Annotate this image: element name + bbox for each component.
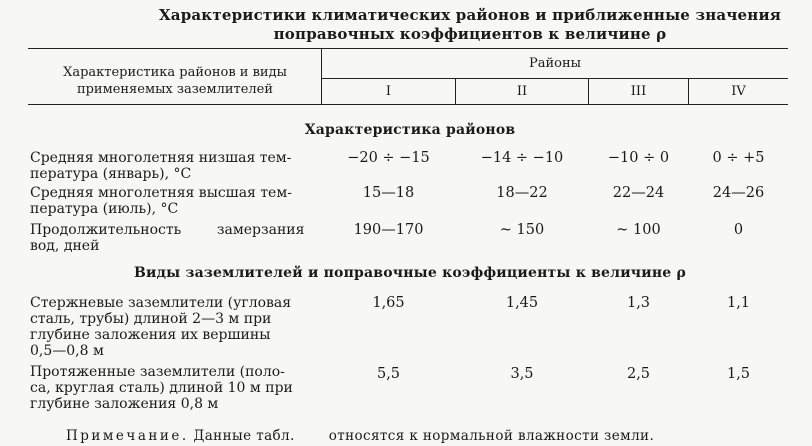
- cell-high-temp-iii: 22—24: [612, 185, 665, 201]
- cell-strip-ii: 3,5: [510, 366, 534, 382]
- rule-top: [28, 48, 788, 49]
- header-col-2: II: [516, 84, 528, 99]
- cell-freeze-iv: 0: [733, 222, 744, 238]
- cell-freeze-ii: ~ 150: [499, 222, 545, 238]
- section-title-electrodes: Виды заземлителей и поправочные коэффициенты к величине ρ: [134, 265, 686, 281]
- cell-rod-ii: 1,45: [505, 295, 539, 311]
- note-text-a: Данные табл.: [193, 428, 295, 444]
- cell-high-temp-i: 15—18: [362, 185, 415, 201]
- cell-rod-iii: 1,3: [626, 295, 651, 311]
- cell-low-temp-iv: 0 ÷ +5: [712, 150, 765, 166]
- row-label-high-temp: Средняя многолетняя высшая тем- пература (июль), °С: [30, 185, 292, 217]
- title-line-2: поправочных коэффициентов к величине ρ: [273, 25, 667, 43]
- row-label-strip-electrodes: Протяженные заземлители (поло- са, круглая сталь) длиной 10 м при глубине заложения 0,8 м: [30, 364, 293, 412]
- cell-rod-iv: 1,1: [726, 295, 751, 311]
- header-col-3: III: [630, 84, 647, 99]
- table-note: [66, 428, 654, 444]
- note-text-b: относятся к нормальной влажности земли.: [328, 428, 655, 444]
- cell-low-temp-iii: −10 ÷ 0: [607, 150, 670, 166]
- title-line-1: Характеристики климатических районов и приближенные значения: [158, 6, 782, 24]
- section-title-climate: Характеристика районов: [304, 122, 516, 138]
- rule-header-bottom: [28, 104, 788, 105]
- row-label-rod-electrodes: Стержневые заземлители (угловая сталь, трубы) длиной 2—3 м при глубине заложения их вершины 0,5—0,8 м: [30, 295, 292, 359]
- cell-strip-iv: 1,5: [726, 366, 751, 382]
- cell-low-temp-i: −20 ÷ −15: [347, 150, 430, 166]
- header-left: [30, 64, 320, 98]
- row-label-low-temp: Средняя многолетняя низшая тем- пература (январь), °С: [30, 150, 292, 182]
- cell-high-temp-ii: 18—22: [496, 185, 548, 201]
- cell-rod-i: 1,65: [372, 295, 405, 311]
- rule-regions: [322, 78, 788, 79]
- cell-strip-i: 5,5: [376, 366, 401, 382]
- header-left-line-1: Характеристика районов и виды: [63, 65, 287, 80]
- header-left-line-2: применяемых заземлителей: [76, 82, 274, 97]
- row-label-freeze-duration: Продолжительность замерзания вод, дней: [30, 222, 305, 254]
- cell-strip-iii: 2,5: [626, 366, 651, 382]
- header-col-1: I: [385, 84, 392, 99]
- cell-freeze-i: 190—170: [353, 222, 424, 238]
- cell-low-temp-ii: −14 ÷ −10: [480, 150, 564, 166]
- cell-high-temp-iv: 24—26: [712, 185, 765, 201]
- header-regions: Районы: [529, 56, 581, 71]
- note-label: Примечание.: [66, 428, 189, 444]
- cell-freeze-iii: ~ 100: [616, 222, 661, 238]
- header-col-4: IV: [731, 84, 746, 99]
